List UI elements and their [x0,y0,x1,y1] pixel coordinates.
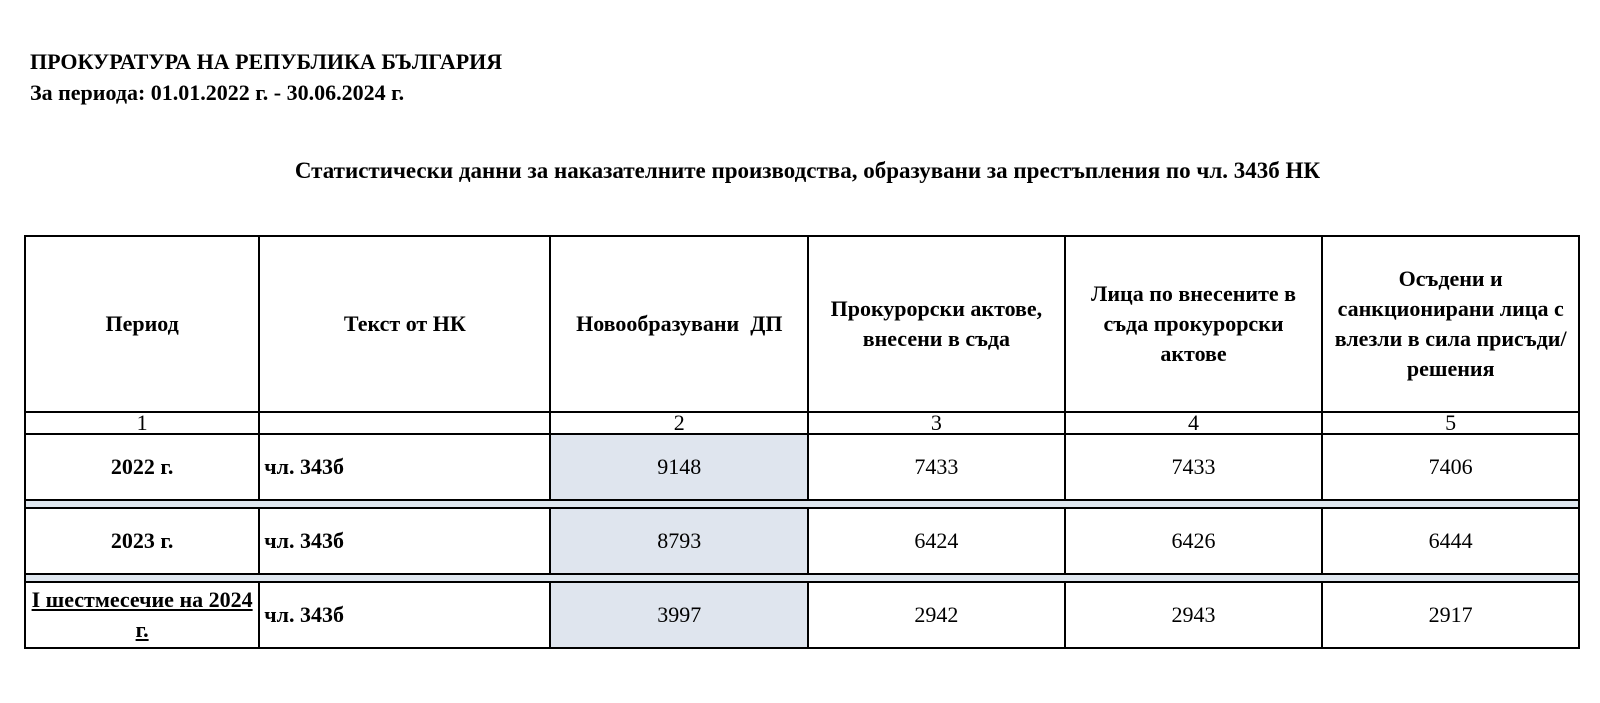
period-cell: 2023 г. [25,508,259,574]
column-number [259,412,550,434]
period-cell: 2022 г. [25,434,259,500]
acts-cell: 2942 [808,582,1065,648]
column-number: 1 [25,412,259,434]
row-separator [25,500,1579,508]
table-row [25,582,1579,648]
row-separator [25,574,1579,582]
persons-cell: 7433 [1065,434,1323,500]
table-header-row [25,236,1579,412]
column-number: 2 [550,412,808,434]
column-header-nk-text: Текст от НК [259,236,550,412]
convicted-cell: 7406 [1322,434,1579,500]
convicted-cell: 6444 [1322,508,1579,574]
period-cell [25,582,259,648]
acts-cell: 7433 [808,434,1065,500]
organization-name: ПРОКУРАТУРА НА РЕПУБЛИКА БЪЛГАРИЯ [30,49,503,74]
table-title: Статистически данни за наказателните производства, образувани за престъпления по чл. 343б НК [294,158,1321,183]
acts-cell: 6424 [808,508,1065,574]
new-cases-cell: 3997 [550,582,808,648]
statistics-table [24,235,1580,649]
persons-cell: 2943 [1065,582,1323,648]
nk-text-cell: чл. 343б [259,434,550,500]
nk-text-cell: чл. 343б [259,508,550,574]
new-cases-cell: 9148 [550,434,808,500]
column-number: 3 [808,412,1065,434]
column-header-new-cases: Новообразувани ДП [550,236,808,412]
reporting-period: За периода: 01.01.2022 г. - 30.06.2024 г. [30,80,405,105]
new-cases-cell: 8793 [550,508,808,574]
column-header-persons: Лица по внесените в съда прокурорски актове [1065,236,1323,412]
table-row [25,508,1579,574]
table-row [25,434,1579,500]
period-label: I шестмесечие на 2024 г. [31,587,253,642]
column-number: 5 [1322,412,1579,434]
convicted-cell: 2917 [1322,582,1579,648]
nk-text-cell: чл. 343б [259,582,550,648]
column-header-period: Период [25,236,259,412]
column-header-convicted: Осъдени и санкционирани лица с влезли в сила присъди/решения [1322,236,1579,412]
column-number: 4 [1065,412,1323,434]
persons-cell: 6426 [1065,508,1323,574]
document-header [30,46,502,108]
column-number-row [25,412,1579,434]
column-header-acts: Прокурорски актове, внесени в съда [808,236,1065,412]
